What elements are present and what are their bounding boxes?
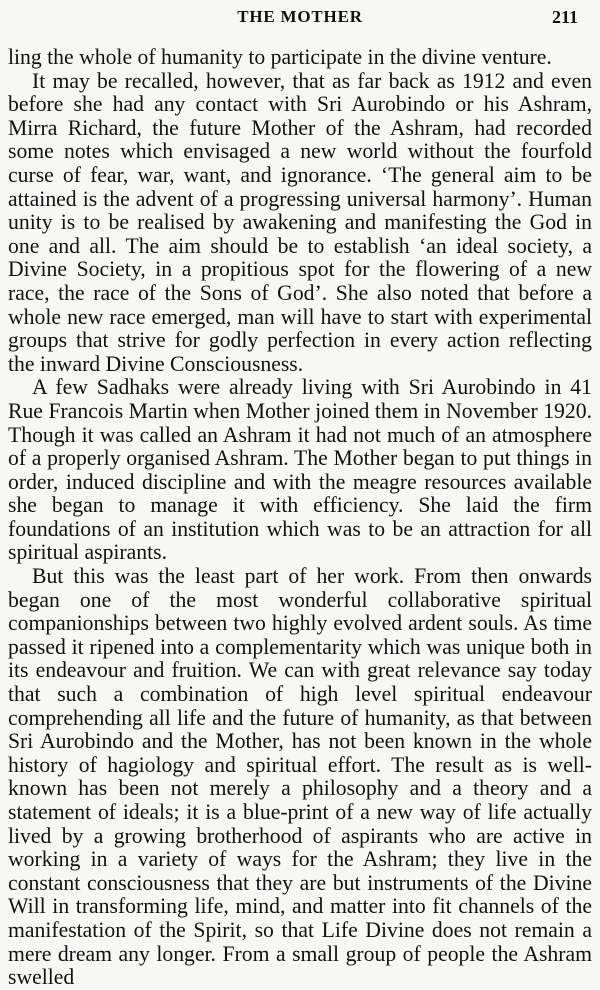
paragraph: It may be recalled, however, that as far back as 1912 and even before she had any contact with Sri Aurobindo or his Ashram, Mirra Richard, the future Mother of the Ashram, had recorded some notes which envisaged a new world without the fourfold curse of fear, war, want, and ignorance. ‘The general aim to be attained is the advent of a progressing universal harmony’. Human unity is to be realised by awakening and manifesting the God in one and all. The aim should be to establish ‘an ideal society, a Divine Society, in a propitious spot for the flowering of a new race, the race of the Sons of God’. She also noted that before a whole new race emerged, man will have to start with experimental groups that strive for godly perfection in every action reflecting the inward Divine Consciousness. xyxy=(8,68,592,376)
body-text xyxy=(8,46,592,990)
running-title: THE MOTHER xyxy=(237,7,363,26)
paragraph-continued: ling the whole of humanity to participate in the divine venture. xyxy=(8,45,552,69)
paragraph: But this was the least part of her work. From then onwards began one of the most wonderful collaborative spiritual companionships between two highly evolved ardent souls. As time passed it ripened into a complementarity which was unique both in its endeavour and fruition. We can with great relevance say today that such a combination of high level spiritual endeavour comprehending all life and the future of humanity, as that between Sri Aurobindo and the Mother, has not been known in the whole history of hagiology and spiritual effort. The result as is well-known has been not merely a philosophy and a theory and a statement of ideals; it is a blue-print of a new way of life actually lived by a growing brotherhood of aspirants who are active in working in a variety of ways for the Ashram; they live in the constant consciousness that they are but instruments of the Divine Will in transforming life, mind, and matter into fit channels of the manifestation of the Spirit, so that Life Divine does not remain a mere dream any longer. From a small group of people the Ashram swelled xyxy=(8,564,592,990)
paragraph: A few Sadhaks were already living with Sri Aurobindo in 41 Rue Francois Martin when Mother joined them in November 1920. Though it was called an Ashram it had not much of an atmosphere of a properly organised Ashram. The Mother began to put things in order, induced discipline and with the meagre resources available she began to manage it with efficiency. She laid the firm foundations of an institution which was to be an attraction for all spiritual aspirants. xyxy=(8,375,592,565)
page-number: 211 xyxy=(551,7,578,27)
page-header xyxy=(8,4,592,38)
